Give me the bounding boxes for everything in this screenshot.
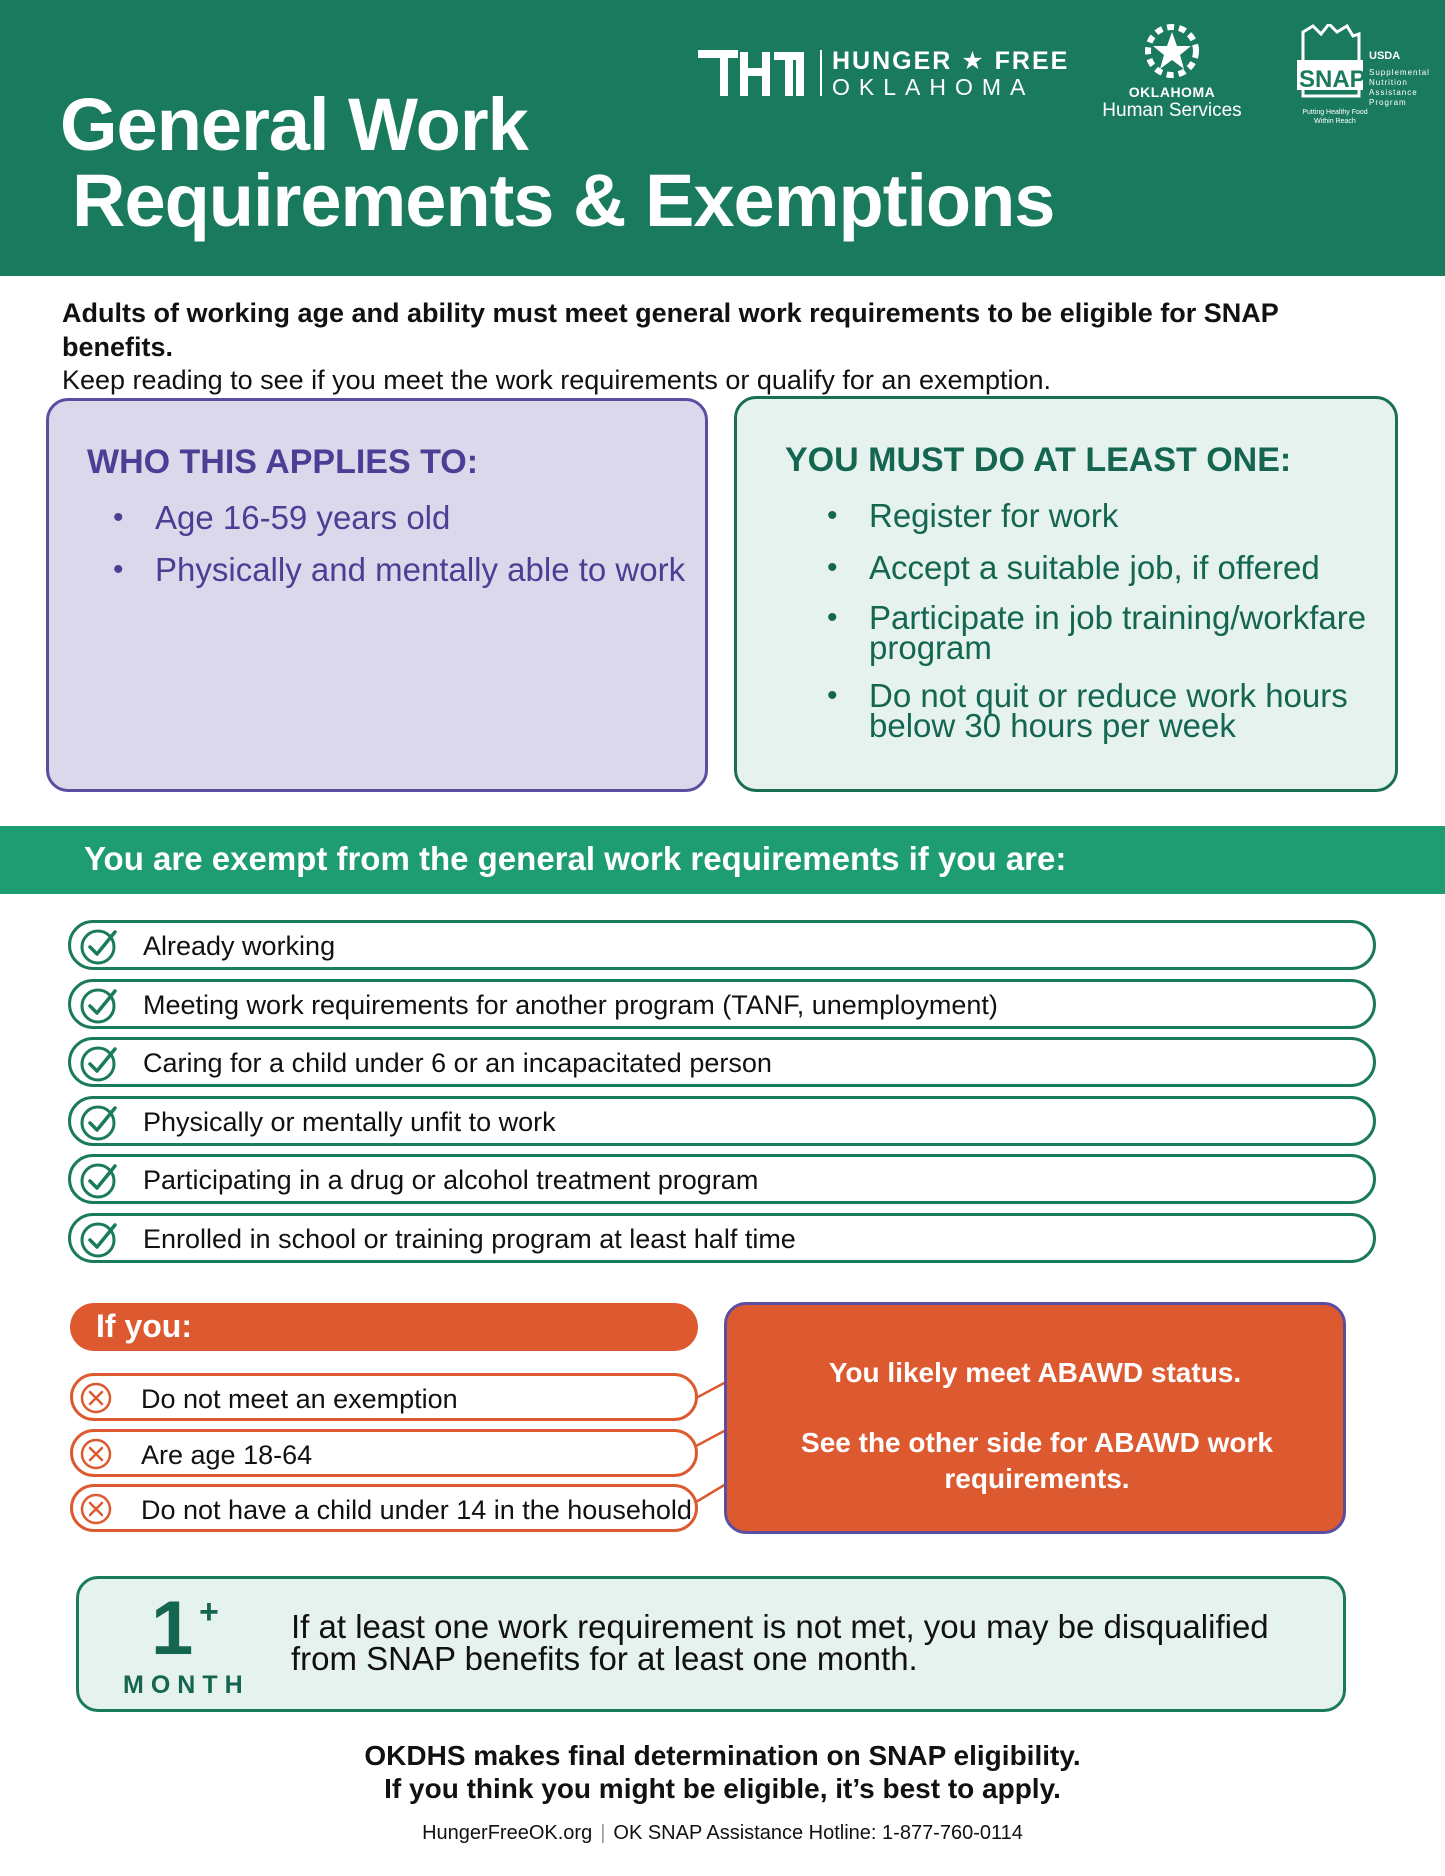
snap-wordmark: SNAP xyxy=(1299,66,1366,93)
hotline-text: OK SNAP Assistance Hotline: 1-877-760-0114 xyxy=(613,1822,1023,1844)
exemption-row xyxy=(68,1154,1376,1204)
condition-text: Are age 18-64 xyxy=(141,1440,313,1470)
footer-line2: If you think you might be eligible, it’s best to apply. xyxy=(384,1773,1061,1804)
snap-program-name xyxy=(1369,68,1430,108)
disqualification-text: If at least one work requirement is not met, you may be disqualified from SNAP benefits for at least one month. xyxy=(291,1608,1269,1677)
hfo-name-line1: HUNGER ★ FREE xyxy=(832,47,1070,75)
hfo-divider xyxy=(820,50,822,96)
list-item: • Accept a suitable job, if offered xyxy=(827,551,1367,585)
exempt-banner xyxy=(0,826,1445,894)
snap-tagline: Putting Healthy Food Within Reach xyxy=(1302,109,1368,125)
oklahoma-human-services-logo xyxy=(1092,20,1252,122)
x-circle-icon xyxy=(79,1492,113,1526)
usda-snap-logo xyxy=(1295,24,1435,134)
check-circle-icon xyxy=(79,926,121,966)
abawd-see-other-side: See the other side for ABAWD work requirements. xyxy=(801,1427,1273,1494)
applies-to-list xyxy=(113,501,685,605)
exemption-text: Caring for a child under 6 or an incapacitated person xyxy=(143,1048,772,1078)
condition-text: Do not have a child under 14 in the household xyxy=(141,1495,692,1525)
applies-to-heading: WHO THIS APPLIES TO: xyxy=(87,443,479,481)
footer-line1: OKDHS makes final determination on SNAP eligibility. xyxy=(364,1740,1081,1771)
check-circle-icon xyxy=(79,1102,121,1142)
hfo-mark-icon xyxy=(698,50,810,96)
if-you-heading: If you: xyxy=(96,1308,192,1344)
okhs-line1: OKLAHOMA xyxy=(1128,84,1216,100)
month-number: 1 xyxy=(151,1586,194,1671)
intro-line2: Keep reading to see if you meet the work requirements or qualify for an exemption. xyxy=(62,365,1052,395)
okhs-line2: Human Services xyxy=(1102,100,1242,121)
condition-row xyxy=(70,1373,698,1421)
exemption-text: Participating in a drug or alcohol treatment program xyxy=(143,1165,759,1195)
exemption-list xyxy=(68,920,1376,1271)
exemption-text: Already working xyxy=(143,931,336,961)
snap-sub-line: Assistance xyxy=(1369,88,1418,97)
website-link[interactable]: HungerFreeOK.org xyxy=(422,1822,593,1844)
exemption-text: Physically or mentally unfit to work xyxy=(143,1106,556,1137)
disqualification-box xyxy=(76,1576,1346,1712)
if-you-heading-bar xyxy=(70,1303,698,1351)
hunger-free-oklahoma-logo xyxy=(698,46,1070,102)
condition-row xyxy=(70,1484,698,1532)
check-circle-icon xyxy=(79,1219,121,1259)
exemption-row xyxy=(68,1037,1376,1087)
list-item: • Register for work xyxy=(827,499,1367,533)
exempt-heading: You are exempt from the general work requirements if you are: xyxy=(84,840,1067,877)
x-circle-icon xyxy=(79,1437,113,1471)
check-circle-icon xyxy=(79,1160,121,1200)
exemption-row xyxy=(68,979,1376,1029)
abawd-result-box xyxy=(724,1302,1346,1534)
month-label: MONTH xyxy=(123,1671,250,1699)
intro-line1: Adults of working age and ability must meet general work requirements to be eligible for SNAP benefits. xyxy=(62,298,1279,362)
exemption-text: Meeting work requirements for another program (TANF, unemployment) xyxy=(143,989,998,1020)
header-banner xyxy=(0,0,1445,276)
snap-sub-line: Supplemental xyxy=(1369,68,1430,77)
month-plus: + xyxy=(199,1593,219,1631)
condition-text: Do not meet an exemption xyxy=(141,1384,458,1414)
must-do-list xyxy=(827,499,1367,759)
footer-contact xyxy=(0,1822,1445,1845)
exemption-text: Enrolled in school or training program at least half time xyxy=(143,1223,796,1254)
check-circle-icon xyxy=(79,1043,121,1083)
abawd-status-text: You likely meet ABAWD status. xyxy=(828,1357,1242,1388)
condition-row xyxy=(70,1429,698,1477)
must-do-heading: YOU MUST DO AT LEAST ONE: xyxy=(785,441,1292,479)
must-do-box xyxy=(734,396,1398,792)
applies-to-box xyxy=(46,398,708,792)
usda-label: USDA xyxy=(1369,50,1401,62)
hfo-name-line2: OKLAHOMA xyxy=(832,74,1035,100)
snap-sub-line: Program xyxy=(1369,98,1407,107)
intro-text xyxy=(62,296,1392,396)
snap-sub-line: Nutrition xyxy=(1369,78,1408,87)
list-item: • Age 16-59 years old xyxy=(113,501,685,535)
page-title-line2: Requirements & Exemptions xyxy=(72,159,1055,242)
exemption-row xyxy=(68,920,1376,970)
list-item: • Physically and mentally able to work xyxy=(113,553,685,587)
list-item: • Participate in job training/workfare program xyxy=(827,603,1367,663)
x-circle-icon xyxy=(79,1381,113,1415)
oklahoma-star-icon xyxy=(1141,20,1203,82)
check-circle-icon xyxy=(79,985,121,1025)
list-item: • Do not quit or reduce work hours below 30 hours per week xyxy=(827,681,1367,741)
page-title-line1: General Work xyxy=(60,83,528,166)
footer-separator: | xyxy=(600,1822,606,1844)
exemption-row xyxy=(68,1213,1376,1263)
exemption-row xyxy=(68,1096,1376,1146)
